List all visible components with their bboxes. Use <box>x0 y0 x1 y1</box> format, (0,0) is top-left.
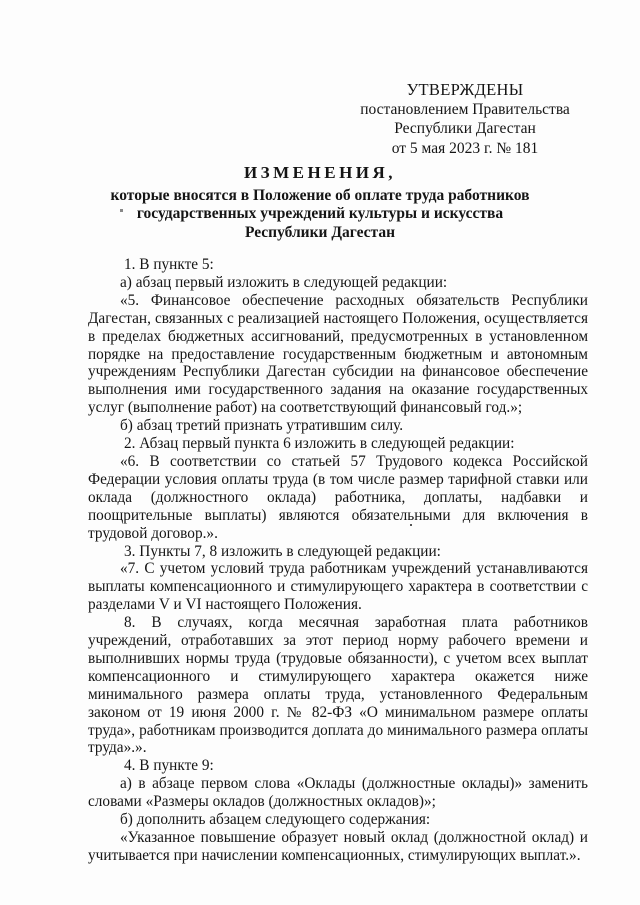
paragraph-quote-7: «7. С учетом условий труда работникам учреждений устанавливаются выплаты компенсационного и стимулирующего характера в соответствии с разделами V и VI настоящего Положения. <box>88 560 588 614</box>
paragraph-quote-6: «6. В соответствии со статьей 57 Трудового кодекса Российской Федерации условия оплаты труда (в том числе размер тарифной ставки или оклада (должностного оклада) работника, доплаты, надбавки и поощрительные выплаты) являются обязательными для включения в трудовой договор.». <box>88 452 588 542</box>
document-body <box>88 256 588 865</box>
approved-date-line: от 5 мая 2023 г. № 181 <box>391 139 539 157</box>
document-title: ИЗМЕНЕНИЯ, <box>243 163 397 182</box>
paragraph-quote-8: 8. В случаях, когда месячная заработная плата работников учреждений, отработавших за этот период норму рабочего времени и выполнивших нормы труда (трудовые обязанности), с учетом всех выплат компенсационного и стимулирующего характера окажется ниже минимального размера оплаты труда, установленного Федеральным законом от 19 июня 2000 г. № 82-ФЗ «О минимальном размере оплаты труда», работникам производится доплата до минимального размера оплаты труда».». <box>88 614 588 757</box>
document-header <box>90 164 550 242</box>
paragraph-quote-5: «5. Финансовое обеспечение расходных обязательств Республики Дагестан, связанных с реализацией настоящего Положения, осуществляется в пределах бюджетных ассигнований, предусмотренных в установленном порядке на предоставление государственным бюджетным и автономным учреждениям Республики Дагестан субсидии на финансовое обеспечение выполнения ими государственного задания на оказание государственных услуг (выполнение работ) на соответствующий финансовый год.»; <box>88 291 588 417</box>
header-line-2: государственных учреждений культуры и искусства <box>136 205 504 222</box>
scan-speck <box>120 209 123 212</box>
approved-region-line: Республики Дагестан <box>394 120 536 137</box>
approved-by-line: постановлением Правительства <box>360 100 570 118</box>
paragraph-item-2: 2. Абзац первый пункта 6 изложить в следующей редакции: <box>124 435 515 453</box>
approved-label: УТВЕРЖДЕНЫ <box>406 80 524 99</box>
paragraph-item-1: 1. В пункте 5: <box>124 256 214 273</box>
scan-speck <box>410 524 412 526</box>
header-line-1: которые вносятся в Положение об оплате труда работников <box>110 186 530 204</box>
paragraph-item-4a: а) в абзаце первом слова «Оклады (должностные оклады)» заменить словами «Размеры окладов (должностных окладов)»; <box>88 775 588 811</box>
paragraph-item-1b: б) абзац третий признать утратившим силу. <box>120 417 404 435</box>
paragraph-item-1a: а) абзац первый изложить в следующей редакции: <box>120 273 448 291</box>
paragraph-item-4b: б) дополнить абзацем следующего содержания: <box>120 811 431 829</box>
paragraph-item-4: 4. В пункте 9: <box>124 757 214 775</box>
paragraph-item-3: 3. Пункты 7, 8 изложить в следующей редакции: <box>124 542 441 560</box>
paragraph-quote-9: «Указанное повышение образует новый оклад (должностной оклад) и учитывается при начислении компенсационных, стимулирующих выплат.». <box>88 829 588 864</box>
header-line-3: Республики Дагестан <box>244 223 396 241</box>
approval-block <box>340 80 590 158</box>
